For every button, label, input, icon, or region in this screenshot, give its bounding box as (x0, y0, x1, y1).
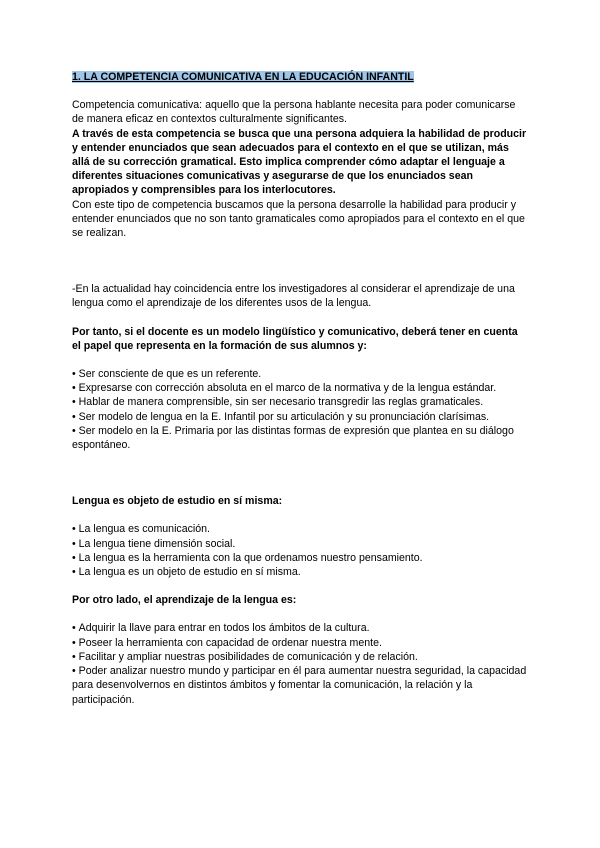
teacher-list (72, 367, 528, 452)
list-item: • La lengua es un objeto de estudio en sí misma. (72, 565, 528, 579)
teacher-heading: Por tanto, si el docente es un modelo lingüístico y comunicativo, deberá tener en cuenta el papel que representa en la formación de sus alumnos y: (72, 325, 518, 352)
list-item: • Adquirir la llave para entrar en todos los ámbitos de la cultura. (72, 621, 528, 635)
list-item: • Poder analizar nuestro mundo y participar en él para aumentar nuestra seguridad, la capacidad para desenvolvernos en distintos ámbitos y fomentar la comunicación, la relación y la participación. (72, 664, 528, 707)
list-item: • La lengua es comunicación. (72, 522, 528, 536)
language-list (72, 522, 528, 579)
learning-heading: Por otro lado, el aprendizaje de la lengua es: (72, 594, 297, 607)
bold-paragraph: A través de esta competencia se busca que una persona adquiera la habilidad de producir y entender enunciados que sean adecuados para el contexto en el que se utilizan, más allá de su corrección gramatical. Esto implica comprender cómo adaptar el lenguaje a diferentes situaciones comunicativas y asegurarse de que los enunciados sean apropiados y comprensibles para los interlocutores. (72, 127, 527, 197)
coincidence-paragraph: -En la actualidad hay coincidencia entre los investigadores al considerar el aprendizaje de una lengua como el aprendizaje de los diferentes usos de la lengua. (72, 283, 515, 310)
list-item: • Ser modelo en la E. Primaria por las distintas formas de expresión que plantea en su diálogo espontáneo. (72, 424, 528, 452)
list-item: • La lengua tiene dimensión social. (72, 537, 528, 551)
title-line (72, 70, 528, 84)
section-title: 1. LA COMPETENCIA COMUNICATIVA EN LA EDUCACIÓN INFANTIL (72, 71, 414, 83)
list-item: • Facilitar y ampliar nuestras posibilidades de comunicación y de relación. (72, 650, 528, 664)
definition-paragraph: Competencia comunicativa: aquello que la persona hablante necesita para poder comunicarse de manera eficaz en contextos culturalmente significantes. (72, 99, 516, 126)
document-body (72, 70, 528, 707)
list-item: • Ser modelo de lengua en la E. Infantil por su articulación y su pronunciación clarísimas. (72, 410, 528, 424)
followup-paragraph: Con este tipo de competencia buscamos que la persona desarrolle la habilidad para producir y entender enunciados que no son tanto gramaticales como apropiados para el contexto en el que se realizan. (72, 198, 525, 240)
list-item: • Hablar de manera comprensible, sin ser necesario transgredir las reglas gramaticales. (72, 395, 528, 409)
list-item: • Poseer la herramienta con capacidad de ordenar nuestra mente. (72, 636, 528, 650)
list-item: • Expresarse con corrección absoluta en el marco de la normativa y de la lengua estándar. (72, 381, 528, 395)
language-heading: Lengua es objeto de estudio en sí misma: (72, 495, 283, 508)
learning-list (72, 621, 528, 706)
list-item: • Ser consciente de que es un referente. (72, 367, 528, 381)
list-item: • La lengua es la herramienta con la que ordenamos nuestro pensamiento. (72, 551, 528, 565)
